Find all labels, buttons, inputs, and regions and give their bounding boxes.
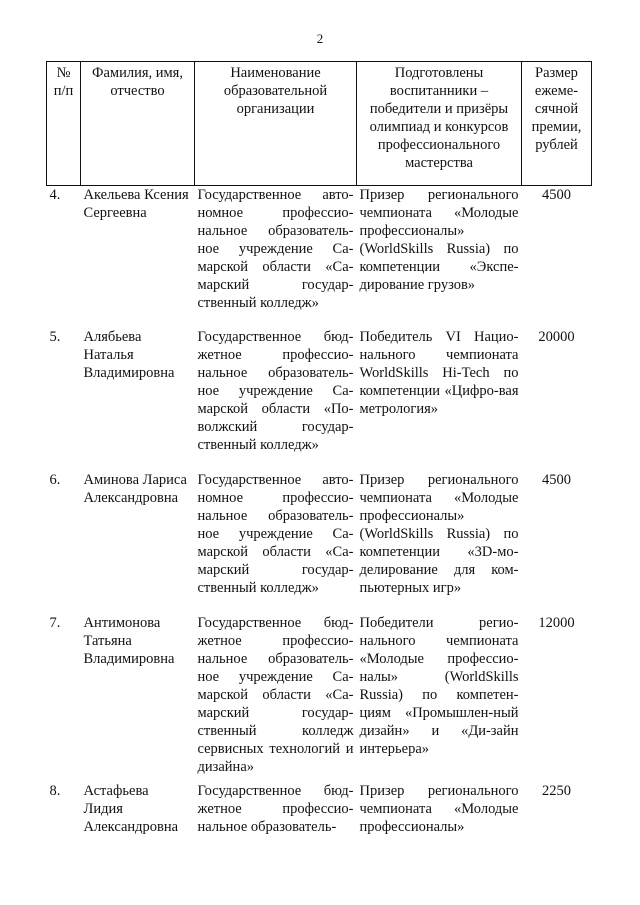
row-achievement: Призер регионального чемпионата «Молодые профессионалы» (WorldSkills Russia) по компетенции «Экспе-дирование грузов» — [359, 187, 519, 293]
header-bonus-amount: Размер ежеме-сячной премии, рублей — [522, 62, 592, 186]
header-full-name: Фамилия, имя, отчество — [81, 62, 195, 186]
header-number: № п/п — [47, 62, 81, 186]
row-full-name: Антимонова Татьяна Владимировна — [83, 614, 175, 667]
row-number: 5. — [49, 328, 61, 345]
row-full-name: Астафьева Лидия Александровна — [83, 782, 179, 835]
page-number: 2 — [316, 31, 324, 46]
row-bonus-amount: 2250 — [542, 782, 571, 799]
row-full-name: Алябьева Наталья Владимировна — [83, 328, 175, 381]
table-row — [47, 328, 592, 471]
row-full-name: Акельева Ксения Сергеевна — [83, 187, 189, 221]
row-number: 8. — [49, 782, 61, 799]
row-achievement: Призер регионального чемпионата «Молодые профессионалы» — [359, 782, 519, 835]
row-achievement: Призер регионального чемпионата «Молодые профессионалы» (WorldSkills Russia) по компетенции «3D-мо-делирование для ком-пьютерных игр» — [359, 471, 519, 596]
row-organization: Государственное авто-номное профессио-нальное образователь-ное учреждение Са-марской области «Са-марский государ-ственный колледж» — [197, 187, 354, 311]
row-achievement: Победители регио-нального чемпионата «Молодые профессио-налы» (WorldSkills Russia) по компетен-циям «Промышлен-ный дизайн» и «Ди-зайн интерьера» — [359, 614, 519, 757]
row-full-name: Аминова Лариса Александровна — [83, 471, 187, 506]
row-bonus-amount: 20000 — [538, 328, 575, 345]
row-achievement: Победитель VI Нацио-нального чемпионата WorldSkills Hi-Tech по компетенции «Цифро-вая метрология» — [359, 328, 519, 417]
table-row — [47, 614, 592, 782]
row-number: 4. — [49, 187, 61, 203]
header-achievements: Подготовлены воспитанники – победители и призёры олимпиад и конкурсов профессионального мастерства — [357, 62, 522, 186]
table-row — [47, 471, 592, 614]
row-organization: Государственное бюд-жетное профессио-нальное образователь-ное учреждение Са-марской области «По-волжский государ-ственный колледж» — [197, 328, 354, 453]
table-header — [47, 62, 592, 186]
table-row — [47, 186, 592, 328]
row-bonus-amount: 4500 — [542, 187, 571, 203]
row-number: 7. — [49, 614, 61, 631]
row-bonus-amount: 4500 — [542, 471, 571, 488]
row-organization: Государственное бюд-жетное профессио-нальное образователь- — [197, 782, 354, 835]
table-row — [47, 782, 592, 842]
header-organization: Наименование образовательной организации — [195, 62, 357, 186]
awards-table — [46, 61, 592, 842]
table-body — [47, 186, 592, 842]
row-organization: Государственное бюд-жетное профессио-нальное образователь-ное учреждение Са-марской области «Са-марский государ-ственный колледж сервисных технологий и дизайна» — [197, 614, 354, 775]
row-number: 6. — [49, 471, 61, 488]
row-organization: Государственное авто-номное профессио-нальное образователь-ное учреждение Са-марской области «Са-марский государ-ственный колледж» — [197, 471, 354, 596]
row-bonus-amount: 12000 — [538, 614, 575, 631]
